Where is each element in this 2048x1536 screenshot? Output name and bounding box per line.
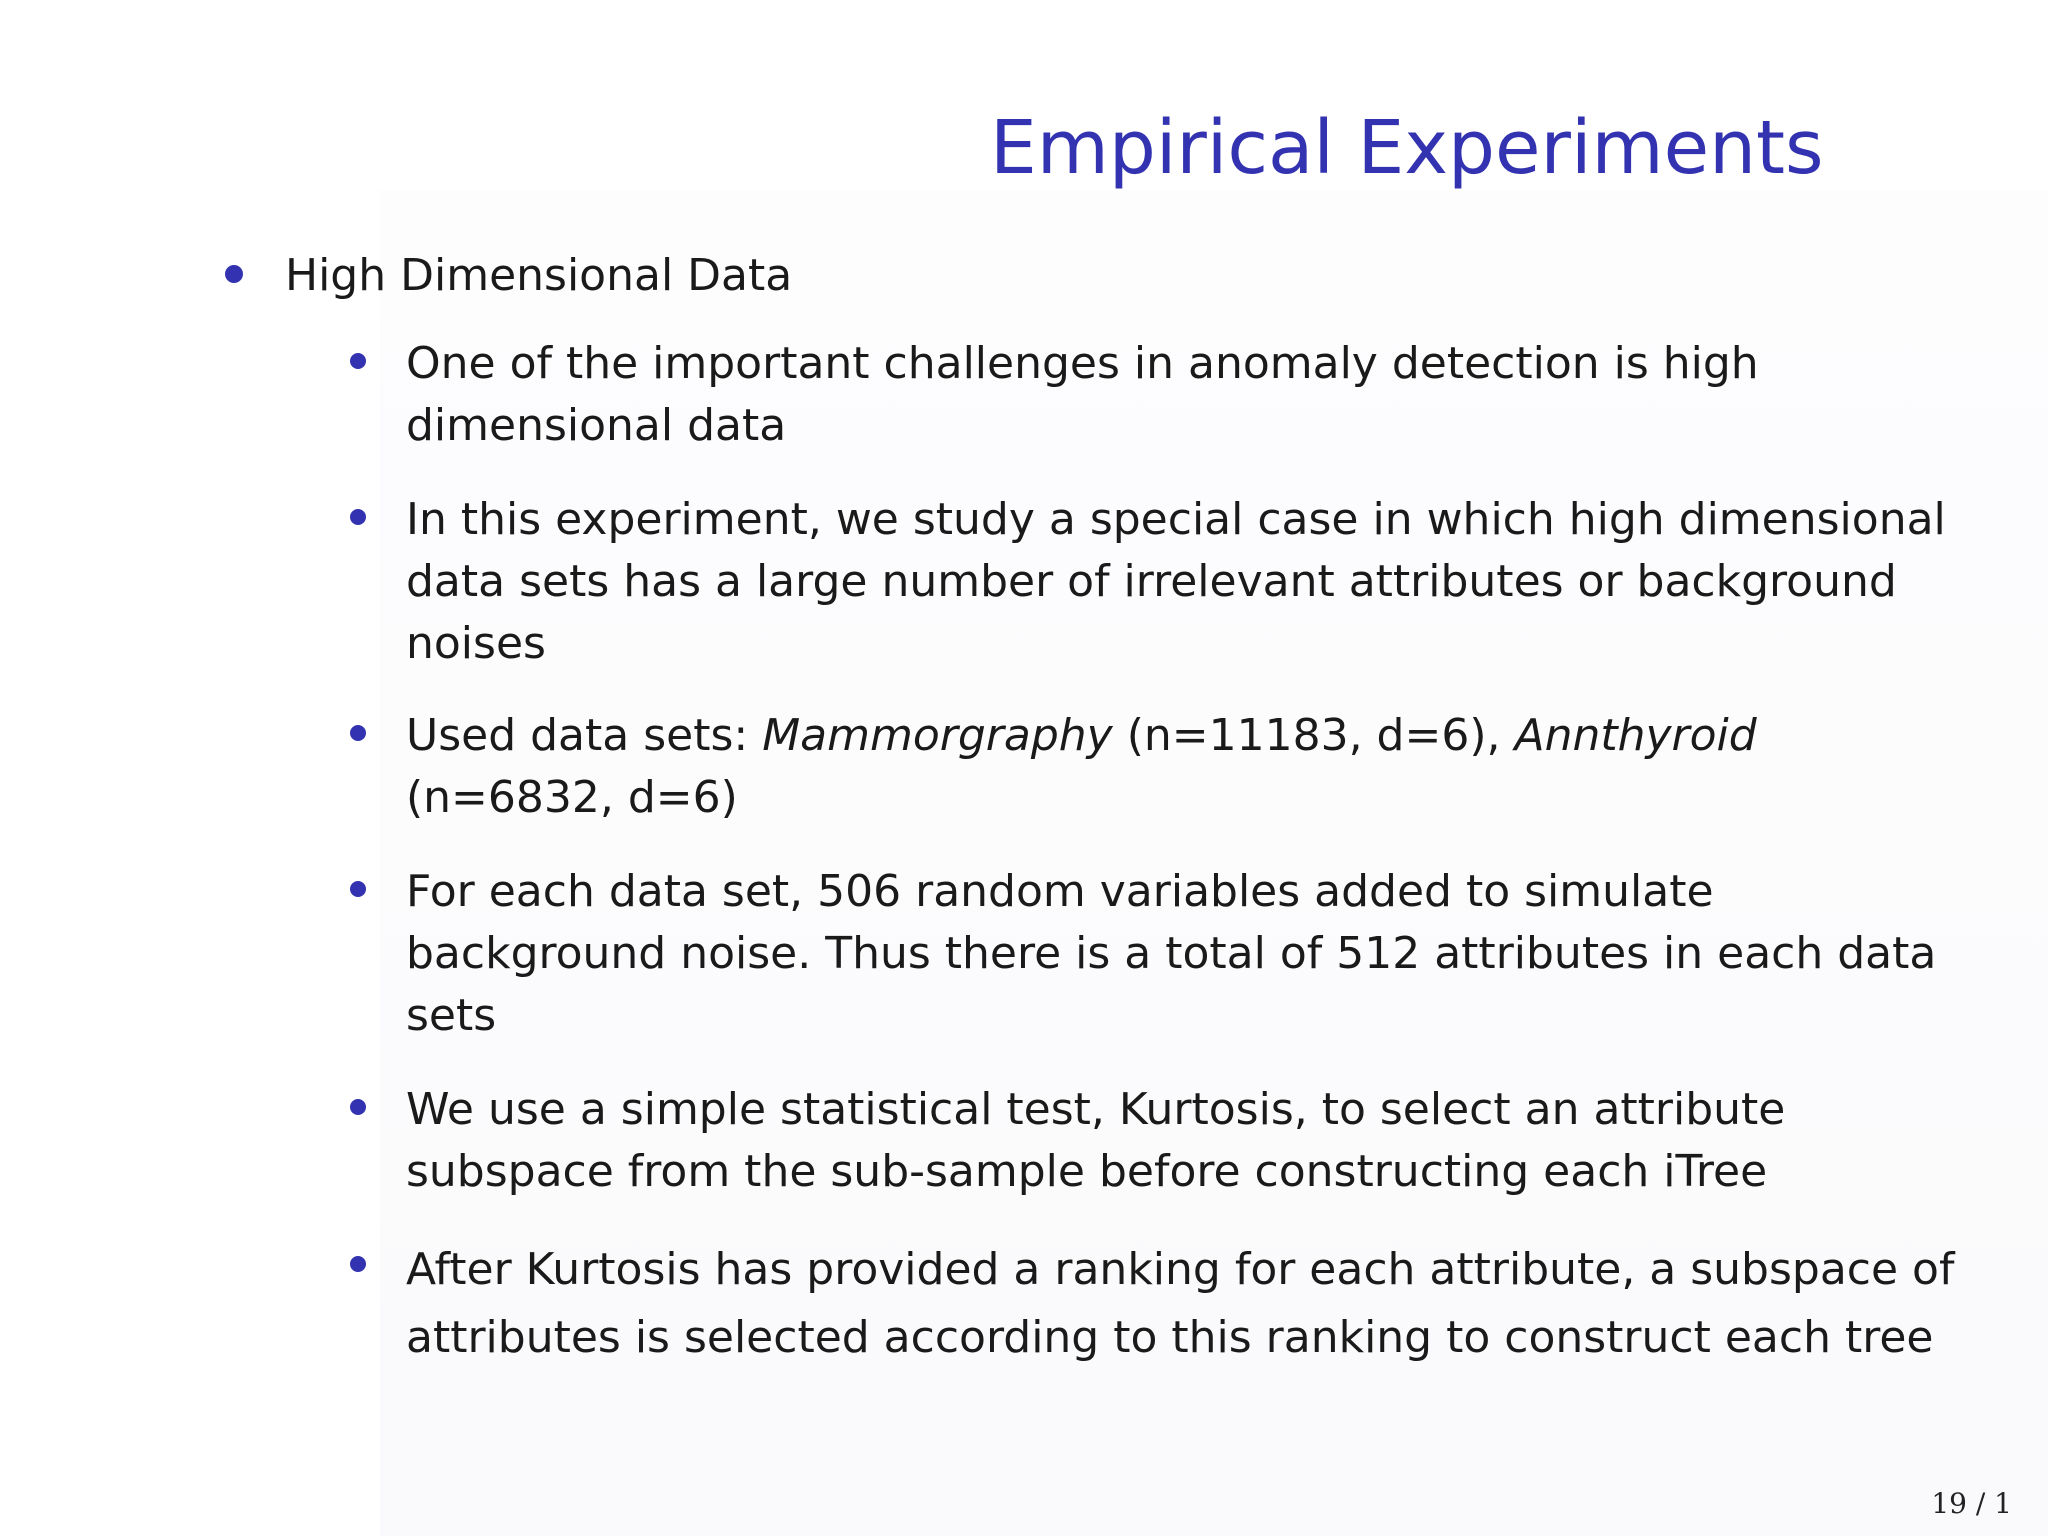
sub-bullet-text: One of the important challenges in anomaly detection is high dimensional data — [406, 338, 1759, 451]
bullet-dot-icon — [350, 1256, 366, 1272]
sub-bullet-text: For each data set, 506 random variables added to simulate background noise. Thus there is a total of 512 attributes in each data sets — [406, 866, 1937, 1041]
bullet-dot-icon — [350, 725, 366, 741]
sub-bullet-text — [406, 705, 1966, 829]
dataset-params-2: (n=6832, d=6) — [406, 772, 738, 823]
dataset-params-1: (n=11183, d=6), — [1112, 710, 1515, 761]
bullet-main-text: High Dimensional Data — [285, 250, 793, 301]
dataset-name-1: Mammorgraphy — [762, 710, 1113, 761]
bullet-dot-icon — [225, 265, 243, 283]
bullet-dot-icon — [350, 881, 366, 897]
bullet-dot-icon — [350, 353, 366, 369]
slide-title: Empirical Experiments — [990, 105, 1824, 191]
sub-bullet-text: After Kurtosis has provided a ranking for each attribute, a subspace of attributes is selected according to this ranking to construct each tree — [406, 1244, 1955, 1363]
dataset-name-2: Annthyroid — [1514, 710, 1757, 761]
sub-bullet-text: In this experiment, we study a special case in which high dimensional data sets has a large number of irrelevant attributes or background noises — [406, 494, 1946, 669]
bullet-dot-icon — [350, 1099, 366, 1115]
sub-bullet-text: We use a simple statistical test, Kurtosis, to select an attribute subspace from the sub-sample before constructing each iTree — [406, 1084, 1786, 1197]
datasets-prefix: Used data sets: — [406, 710, 763, 761]
page-number: 19 / 1 — [1931, 1487, 2012, 1520]
bullet-dot-icon — [350, 509, 366, 525]
